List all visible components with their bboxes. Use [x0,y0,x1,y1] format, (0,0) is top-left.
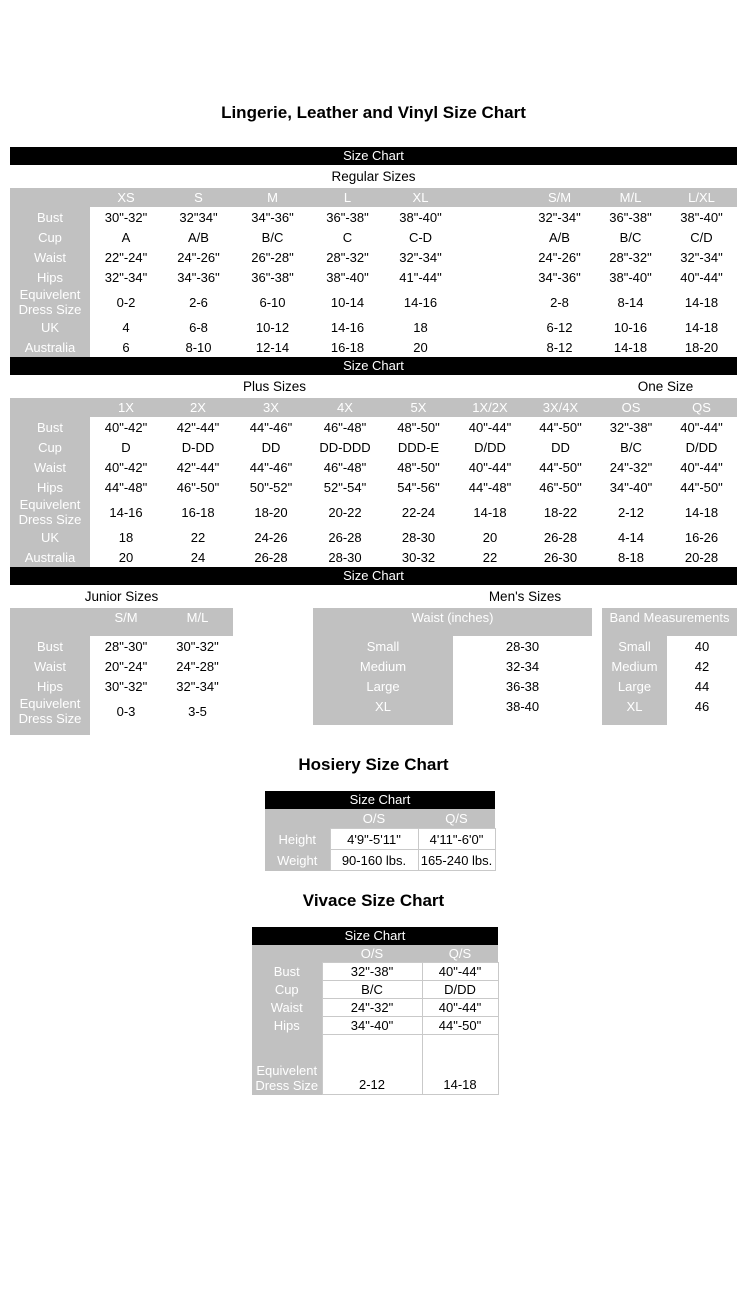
size-cell: 46"-48" [323,459,367,475]
column-header: S [162,188,235,207]
size-cell: 42"-44" [176,419,220,435]
row-label: UK [10,527,90,547]
mens-band-table [602,608,737,725]
size-cell: 46"-50" [176,479,220,495]
column-header: 1X/2X [455,398,525,417]
size-cell: 6-12 [546,319,573,335]
size-cell: 34"-36" [177,269,220,285]
size-cell: 16-18 [181,504,215,520]
row-label: Cup [10,227,90,247]
mens-band-column-header: Band Measurements [602,608,737,636]
table-row [10,227,737,247]
size-cell: 12-14 [255,339,290,355]
size-cell: 0-3 [116,703,136,719]
table-row [313,676,592,696]
table-row [265,829,495,850]
size-cell: 4'9"-5'11" [330,829,418,850]
size-cell: 32"-34" [176,678,219,694]
table-header-row [252,945,498,963]
row-label-header [252,945,322,963]
size-cell: 34"-40" [322,1017,422,1035]
size-cell: 36"-38" [609,209,652,225]
size-cell: 40"-44" [680,269,723,285]
table-header-row [313,608,592,636]
table-row [252,999,498,1017]
size-cell: 10-16 [613,319,648,335]
size-cell: 40"-44" [680,459,723,475]
size-cell: 42 [694,658,710,674]
size-cell: DD [261,439,281,455]
size-cell: 40"-44" [468,419,512,435]
table-row [10,337,737,357]
size-cell: 24"-32" [609,459,653,475]
size-cell: 32"-34" [680,249,723,265]
size-cell: 44 [694,678,710,694]
size-cell: 28"-32" [326,249,369,265]
size-cell: 0-2 [116,294,136,310]
size-cell: 2-12 [617,504,645,520]
table-row [10,497,737,527]
row-label-header [265,809,330,829]
size-cell: 40"-44" [422,963,498,981]
size-cell [456,287,524,317]
hosiery-table [265,809,496,871]
size-cell: 20"-24" [104,658,148,674]
size-cell: 8-10 [185,339,212,355]
table-row [252,963,498,981]
column-header: Q/S [422,945,498,963]
size-cell: 28-30 [328,549,362,565]
size-cell: 24"-28" [176,658,219,674]
table-header-row [10,188,737,207]
column-header: XL [385,188,456,207]
size-cell: 26-28 [543,529,578,545]
one-size-subtitle: One Size [637,379,694,394]
size-cell: 4 [122,319,130,335]
junior-sizes-table [10,608,233,735]
regular-sizes-subtitle: Regular Sizes [331,169,416,184]
table-row [10,457,737,477]
row-label: Bust [10,417,90,437]
row-label: Equivelent Dress Size [252,1035,322,1095]
column-header [456,188,524,207]
size-cell: 28-30 [505,638,540,654]
size-cell [456,227,524,247]
row-label: Height [265,829,330,850]
size-chart-page [0,103,747,1185]
table-row [10,437,737,457]
row-label: Medium [313,656,453,676]
size-cell [456,317,524,337]
size-cell [456,337,524,357]
junior-mens-subtitle-row [10,585,737,608]
size-cell: 42"-44" [176,459,220,475]
row-label: UK [10,317,90,337]
size-cell: 32"-34" [538,209,581,225]
size-cell: C/D [690,229,713,245]
table-row [10,317,737,337]
size-cell: 32"-34" [399,249,442,265]
size-cell: 44"-50" [422,1017,498,1035]
size-cell: 40 [694,638,710,654]
vivace-title: Vivace Size Chart [302,891,445,910]
size-cell: DD-DDD [319,439,371,455]
size-cell: 16-26 [684,529,719,545]
size-cell: 32"-38" [322,963,422,981]
size-cell: 48"-50" [397,419,440,435]
size-cell: 24"-32" [322,999,422,1017]
size-cell: 20-22 [328,504,362,520]
vivace-table [252,945,499,1095]
size-chart-bar: Size Chart [10,567,737,585]
size-cell: 20 [413,339,428,355]
size-cell: 2-12 [322,1035,422,1095]
size-cell: 52"-54" [323,479,367,495]
size-cell: 41"-44" [399,269,442,285]
row-label: Cup [252,981,322,999]
size-cell: C-D [408,229,433,245]
vivace-chart [252,927,498,1095]
size-cell: 20 [118,549,134,565]
size-cell: 46"-48" [323,419,367,435]
size-cell: 14-18 [613,339,648,355]
size-cell: 14-18 [684,319,719,335]
size-cell: 28"-30" [104,638,148,654]
size-cell: 26"-28" [251,249,294,265]
size-chart-bar: Size Chart [252,927,498,945]
table-row [252,1035,498,1095]
size-cell: B/C [261,229,284,245]
table-row [10,267,737,287]
size-cell: 30"-32" [176,638,219,654]
table-header-row [10,608,233,636]
size-cell: A/B [188,229,209,245]
row-label: Equivelent Dress Size [10,497,90,527]
size-cell: 90-160 lbs. [330,850,418,871]
column-header: M/L [595,188,666,207]
size-cell: 50"-52" [249,479,293,495]
row-label: Waist [10,247,90,267]
size-cell: 36-38 [505,678,540,694]
table-row [10,656,233,676]
table-row [602,676,737,696]
size-cell: 44"-50" [539,459,582,475]
size-cell: B/C [322,981,422,999]
plus-sizes-table [10,398,737,567]
row-label: Bust [252,963,322,981]
size-chart-bar: Size Chart [10,357,737,375]
size-cell: 20-28 [684,549,719,565]
table-row [313,696,592,725]
column-header: 2X [162,398,234,417]
hosiery-title: Hosiery Size Chart [298,755,449,774]
row-label: Hips [10,267,90,287]
table-row [10,676,233,696]
row-label: Bust [10,207,90,227]
size-cell: 4-14 [617,529,645,545]
table-row [10,207,737,227]
table-row [10,636,233,656]
size-cell: 48"-50" [397,459,440,475]
size-cell: 44"-50" [680,479,723,495]
mens-waist-table [313,608,592,725]
column-header: 1X [90,398,162,417]
row-label: Medium [602,656,667,676]
size-cell: 8-12 [546,339,573,355]
plus-sizes-subtitle-row [10,375,737,398]
junior-sizes-subtitle: Junior Sizes [84,589,159,604]
size-cell: 36"-38" [326,209,369,225]
size-cell: 38"-40" [609,269,652,285]
column-header: 3X [234,398,308,417]
row-label: Small [313,636,453,656]
size-cell: 14-18 [684,504,719,520]
size-cell [456,207,524,227]
table-row [10,417,737,437]
size-cell: 38"-40" [326,269,369,285]
size-cell: 44"-46" [249,459,293,475]
size-cell: 14-16 [330,319,365,335]
column-header: O/S [330,809,418,829]
size-cell: 44"-48" [468,479,512,495]
size-cell: 26-28 [254,549,288,565]
column-header: M [235,188,310,207]
size-cell: 16-18 [330,339,365,355]
row-label: XL [602,696,667,725]
table-row [313,656,592,676]
size-cell: D/DD [474,439,506,455]
row-label: Waist [10,656,90,676]
size-cell: 22 [482,549,498,565]
table-row [265,850,495,871]
size-cell: 32"-38" [609,419,653,435]
row-label: Australia [10,337,90,357]
table-row [602,636,737,656]
column-header: OS [596,398,666,417]
row-label: Waist [10,457,90,477]
size-cell: 54"-56" [397,479,440,495]
column-header: O/S [322,945,422,963]
size-cell: 46"-50" [539,479,582,495]
table-row [10,287,737,317]
size-cell: D/DD [685,439,718,455]
size-cell: 6 [122,339,130,355]
row-label: Australia [10,547,90,567]
size-cell: 24"-26" [177,249,220,265]
size-cell: 34"-40" [609,479,653,495]
size-cell: 36"-38" [251,269,294,285]
row-label: Waist [252,999,322,1017]
table-header-row [602,608,737,636]
mens-waist-column-header: Waist (inches) [313,608,592,636]
size-cell: 24 [190,549,206,565]
size-chart-bar: Size Chart [265,791,495,809]
size-cell: 14-16 [403,294,438,310]
size-cell: 26-30 [543,549,578,565]
size-cell: 28"-32" [609,249,652,265]
size-cell: 38"-40" [399,209,442,225]
column-header: S/M [524,188,595,207]
size-cell: 30"-32" [104,678,148,694]
size-cell: 28-30 [401,529,436,545]
size-cell: 40"-44" [422,999,498,1017]
column-header: L [310,188,385,207]
size-cell: 40"-42" [104,419,148,435]
row-label: Bust [10,636,90,656]
size-cell: 24"-26" [538,249,581,265]
size-cell: 34"-36" [251,209,294,225]
size-cell: 2-6 [189,294,208,310]
size-cell: A [121,229,131,245]
size-cell: 40"-44" [468,459,512,475]
row-label-header [10,398,90,417]
page-title: Lingerie, Leather and Vinyl Size Chart [221,103,526,122]
size-cell: 32"-34" [104,269,148,285]
row-label: Hips [252,1017,322,1035]
row-label: Equivelent Dress Size [10,696,90,735]
plus-sizes-subtitle: Plus Sizes [242,379,307,394]
table-row [10,696,233,735]
row-label: Large [602,676,667,696]
size-cell: 30"-32" [104,209,148,225]
column-header: QS [666,398,737,417]
size-cell: 18-22 [543,504,578,520]
size-cell: 26-28 [328,529,362,545]
size-cell: 38-40 [505,698,540,714]
size-cell: 44"-46" [249,419,293,435]
size-cell: DDD-E [397,439,440,455]
size-cell: 8-18 [617,549,645,565]
size-cell: 24-26 [254,529,288,545]
row-label: Hips [10,477,90,497]
size-cell: 22"-24" [104,249,148,265]
column-header: XS [90,188,162,207]
size-cell: 10-12 [255,319,290,335]
size-cell: 46 [694,698,710,714]
size-cell: B/C [620,439,642,455]
column-header: 5X [382,398,455,417]
size-cell: 18 [413,319,428,335]
column-header: S/M [90,608,162,636]
size-chart-bar: Size Chart [10,147,737,165]
size-cell [456,247,524,267]
size-cell: 10-14 [330,294,365,310]
column-header: Q/S [418,809,495,829]
size-cell: 44"-48" [104,479,148,495]
size-cell: 18-20 [684,339,719,355]
size-cell: 30-32 [401,549,436,565]
row-label: Small [602,636,667,656]
column-header: L/XL [666,188,737,207]
row-label: Weight [265,850,330,871]
size-cell: 20 [482,529,498,545]
size-cell: 14-18 [422,1035,498,1095]
size-cell: 32"34" [179,209,218,225]
size-cell: 22 [190,529,206,545]
size-cell: D/DD [422,981,498,999]
size-cell: B/C [619,229,642,245]
size-cell: 34"-36" [538,269,581,285]
column-header: 3X/4X [525,398,596,417]
column-header: 4X [308,398,382,417]
size-cell: 4'11"-6'0" [418,829,495,850]
size-cell: 2-8 [550,294,569,310]
size-cell [456,267,524,287]
size-cell: 165-240 lbs. [418,850,495,871]
regular-sizes-table [10,188,737,357]
table-row [602,696,737,725]
row-label: Equivelent Dress Size [10,287,90,317]
table-row [252,1017,498,1035]
mens-sizes-subtitle: Men's Sizes [488,589,562,604]
hosiery-chart [265,791,495,871]
size-cell: 18 [118,529,134,545]
row-label: Large [313,676,453,696]
size-cell: 40"-42" [104,459,148,475]
table-header-row [265,809,495,829]
size-cell: DD [551,439,570,455]
row-label: Cup [10,437,90,457]
size-cell: 3-5 [188,703,207,719]
size-cell: C [342,229,353,245]
junior-mens-row [10,608,737,735]
size-cell: 44"-50" [539,419,582,435]
row-label: XL [313,696,453,725]
size-cell: 38"-40" [680,209,723,225]
size-cell: 6-10 [259,294,286,310]
size-cell: 6-8 [189,319,208,335]
size-cell: 14-16 [109,504,143,520]
size-cell: D [121,439,131,455]
table-row [602,656,737,676]
table-row [10,547,737,567]
table-row [10,477,737,497]
table-row [10,527,737,547]
size-cell: D-DD [181,439,215,455]
size-cell: A/B [549,229,570,245]
column-header: M/L [162,608,233,636]
row-label-header [10,188,90,207]
size-cell: 40"-44" [680,419,723,435]
table-row [10,247,737,267]
size-cell: 14-18 [473,504,507,520]
table-row [313,636,592,656]
size-cell: 8-14 [617,294,644,310]
table-row [252,981,498,999]
row-label: Hips [10,676,90,696]
size-cell: 32-34 [505,658,540,674]
row-label-header [10,608,90,636]
size-cell: 14-18 [684,294,719,310]
size-cell: 22-24 [401,504,436,520]
size-cell: 18-20 [254,504,288,520]
table-header-row [10,398,737,417]
